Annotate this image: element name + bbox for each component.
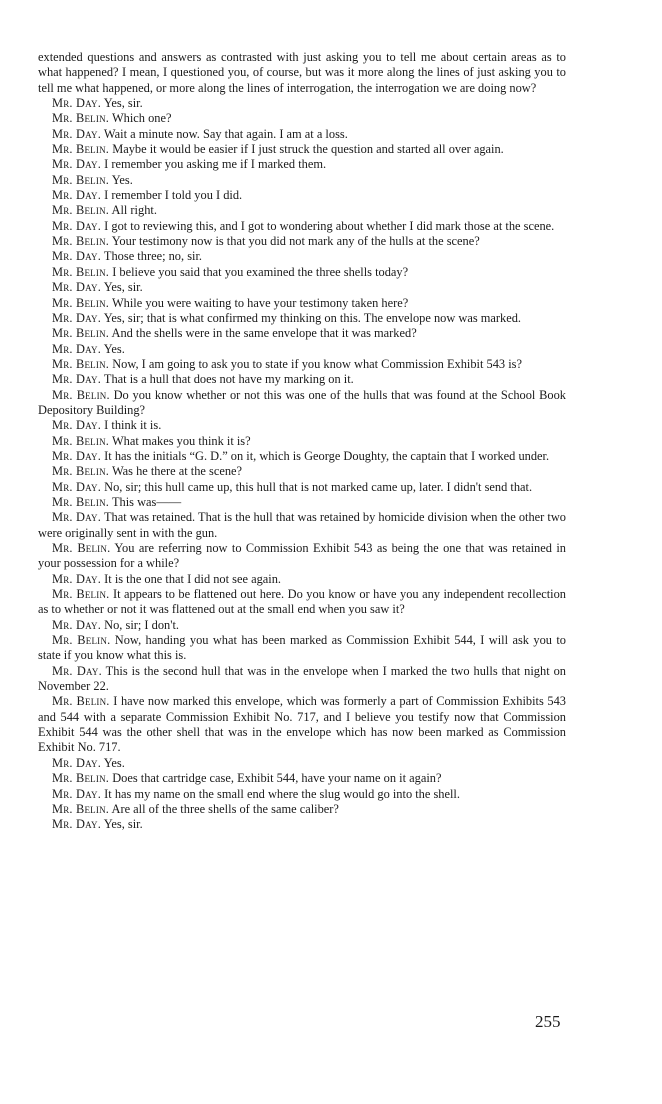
speaker-name: Mr. Belin. (52, 295, 110, 310)
speech-text: Those three; no, sir. (103, 249, 202, 264)
speaker-name: Mr. Day. (52, 280, 102, 295)
transcript-paragraph (38, 342, 566, 357)
speech-text: Does that cartridge case, Exhibit 544, have your name on it again? (112, 771, 442, 786)
transcript-paragraph (38, 234, 566, 249)
transcript-paragraph (38, 572, 566, 587)
speech-text: Yes, sir. (103, 96, 143, 111)
speech-text: extended questions and answers as contrasted with just asking you to tell me about certain areas as to what happened? I mean, I questioned you, of course, but was it more along the lines of just asking you to tell me what happened, or more along the lines of interrogation, the interrogation we are doing now? (38, 50, 566, 95)
speaker-name: Mr. Belin. (52, 587, 110, 602)
speech-text: That was retained. That is the hull that was retained by homicide division when the other two were originally sent in with the gun. (38, 510, 566, 540)
speech-text: Maybe it would be easier if I just struck the question and started all over again. (112, 142, 504, 157)
speech-text: You are referring now to Commission Exhibit 543 as being the one that was retained in your possession for a while? (38, 541, 566, 571)
transcript-paragraph (38, 495, 566, 510)
speaker-name: Mr. Day. (52, 617, 102, 632)
transcript-paragraph (38, 96, 566, 111)
transcript-paragraph (38, 434, 566, 449)
transcript-paragraph (38, 664, 566, 695)
speech-text: Was he there at the scene? (111, 464, 243, 479)
speech-text: It is the one that I did not see again. (104, 571, 282, 586)
transcript-paragraph (38, 50, 566, 96)
speaker-name: Mr. Belin. (52, 111, 110, 126)
speech-text: Which one? (111, 111, 172, 126)
speech-text: Wait a minute now. Say that again. I am at a loss. (103, 126, 348, 141)
speech-text: It has the initials “G. D.” on it, which is George Doughty, the captain that I worked under. (104, 448, 550, 463)
speech-text: Yes. (111, 172, 133, 187)
speaker-name: Mr. Day. (52, 249, 102, 264)
speaker-name: Mr. Belin. (52, 387, 110, 402)
transcript-paragraph (38, 157, 566, 172)
speaker-name: Mr. Day. (52, 786, 102, 801)
transcript-paragraph (38, 388, 566, 419)
speech-text: Yes, sir. (103, 817, 143, 832)
speech-text: Do you know whether or not this was one of the hulls that was found at the School Book Depository Building? (38, 387, 567, 417)
speech-text: This is the second hull that was in the envelope when I marked the two hulls that night on November 22. (38, 663, 566, 694)
speaker-name: Mr. Belin. (52, 203, 110, 218)
speech-text: While you were waiting to have your testimony taken here? (111, 295, 409, 310)
transcript-paragraph (38, 249, 566, 264)
transcript-paragraph (38, 111, 566, 126)
speech-text: I remember you asking me if I marked them. (104, 157, 327, 172)
speech-text: No, sir; this hull came up, this hull that is not marked came up, later. I didn't send that. (104, 479, 533, 494)
speech-text: This was—— (111, 494, 182, 509)
speech-text: That is a hull that does not have my marking on it. (103, 372, 354, 387)
speaker-name: Mr. Day. (52, 510, 102, 525)
speech-text: No, sir; I don't. (104, 617, 180, 632)
speaker-name: Mr. Day. (52, 418, 102, 433)
speaker-name: Mr. Belin. (52, 234, 110, 249)
speaker-name: Mr. Day. (52, 310, 102, 325)
transcript-paragraph (38, 510, 566, 541)
speech-text: I believe you said that you examined the three shells today? (112, 264, 409, 279)
transcript-body (38, 50, 566, 833)
speaker-name: Mr. Day. (52, 188, 102, 203)
speech-text: It appears to be flattened out here. Do you know or have you any independent recollection as to whether or not it was flattened out at the small end when you saw it? (38, 587, 566, 617)
speaker-name: Mr. Belin. (52, 801, 110, 816)
speaker-name: Mr. Belin. (52, 326, 110, 341)
speaker-name: Mr. Day. (52, 341, 102, 356)
speech-text: I have now marked this envelope, which was formerly a part of Commission Exhibits 543 and 544 with a separate Commission Exhibit No. 717, and I believe you testify now that Commission Exhibit 544 was the other shell that was in the envelope which has now been marked as Commission Exhibit No. 717. (38, 694, 566, 755)
speaker-name: Mr. Belin. (52, 433, 110, 448)
speaker-name: Mr. Belin. (52, 356, 110, 371)
transcript-paragraph (38, 449, 566, 464)
speaker-name: Mr. Day. (52, 755, 102, 770)
speaker-name: Mr. Day. (52, 372, 102, 387)
speech-text: I remember I told you I did. (104, 188, 243, 203)
speech-text: Yes, sir; that is what confirmed my thinking on this. The envelope now was marked. (103, 310, 522, 325)
speech-text: Yes. (103, 755, 125, 770)
speech-text: It has my name on the small end where the slug would go into the shell. (104, 786, 460, 801)
speech-text: What makes you think it is? (111, 433, 251, 448)
speaker-name: Mr. Day. (52, 157, 102, 172)
speaker-name: Mr. Day. (52, 96, 102, 111)
speaker-name: Mr. Day. (52, 817, 102, 832)
speech-text: Now, handing you what has been marked as Commission Exhibit 544, I will ask you to state if you know what this is. (38, 633, 566, 663)
transcript-paragraph (38, 694, 566, 755)
transcript-paragraph (38, 817, 566, 832)
speech-text: Now, I am going to ask you to state if you know what Commission Exhibit 543 is? (112, 356, 522, 371)
transcript-paragraph (38, 787, 566, 802)
transcript-paragraph (38, 756, 566, 771)
transcript-paragraph (38, 296, 566, 311)
speaker-name: Mr. Belin. (52, 694, 110, 709)
speech-text: All right. (111, 203, 157, 218)
transcript-paragraph (38, 280, 566, 295)
transcript-paragraph (38, 633, 566, 664)
transcript-paragraph (38, 802, 566, 817)
speaker-name: Mr. Belin. (52, 541, 111, 555)
speaker-name: Mr. Belin. (52, 464, 110, 479)
transcript-paragraph (38, 464, 566, 479)
transcript-paragraph (38, 618, 566, 633)
transcript-paragraph (38, 372, 566, 387)
transcript-paragraph (38, 541, 566, 572)
transcript-paragraph (38, 127, 566, 142)
speaker-name: Mr. Day. (52, 479, 102, 494)
page-number: 255 (535, 1012, 561, 1031)
transcript-paragraph (38, 418, 566, 433)
transcript-paragraph (38, 188, 566, 203)
speech-text: I think it is. (104, 418, 162, 433)
transcript-paragraph (38, 326, 566, 341)
transcript-paragraph (38, 265, 566, 280)
speaker-name: Mr. Belin. (52, 172, 110, 187)
speaker-name: Mr. Day. (52, 663, 102, 678)
speaker-name: Mr. Day. (52, 126, 102, 141)
speaker-name: Mr. Day. (52, 448, 102, 463)
speech-text: Your testimony now is that you did not mark any of the hulls at the scene? (111, 234, 480, 249)
speaker-name: Mr. Belin. (52, 771, 110, 786)
transcript-paragraph (38, 203, 566, 218)
transcript-paragraph (38, 771, 566, 786)
transcript-paragraph (38, 219, 566, 234)
speaker-name: Mr. Day. (52, 571, 102, 586)
transcript-paragraph (38, 173, 566, 188)
transcript-paragraph (38, 357, 566, 372)
transcript-paragraph (38, 311, 566, 326)
speech-text: I got to reviewing this, and I got to wondering about whether I did mark those at the scene. (104, 218, 555, 233)
transcript-paragraph (38, 480, 566, 495)
speaker-name: Mr. Belin. (52, 633, 111, 648)
transcript-paragraph (38, 142, 566, 157)
speech-text: Are all of the three shells of the same caliber? (111, 801, 339, 816)
speech-text: And the shells were in the same envelope that it was marked? (111, 326, 417, 341)
speaker-name: Mr. Belin. (52, 142, 110, 157)
speaker-name: Mr. Day. (52, 218, 102, 233)
transcript-paragraph (38, 587, 566, 618)
speaker-name: Mr. Belin. (52, 264, 110, 279)
speech-text: Yes, sir. (103, 280, 143, 295)
speech-text: Yes. (103, 341, 125, 356)
speaker-name: Mr. Belin. (52, 494, 110, 509)
